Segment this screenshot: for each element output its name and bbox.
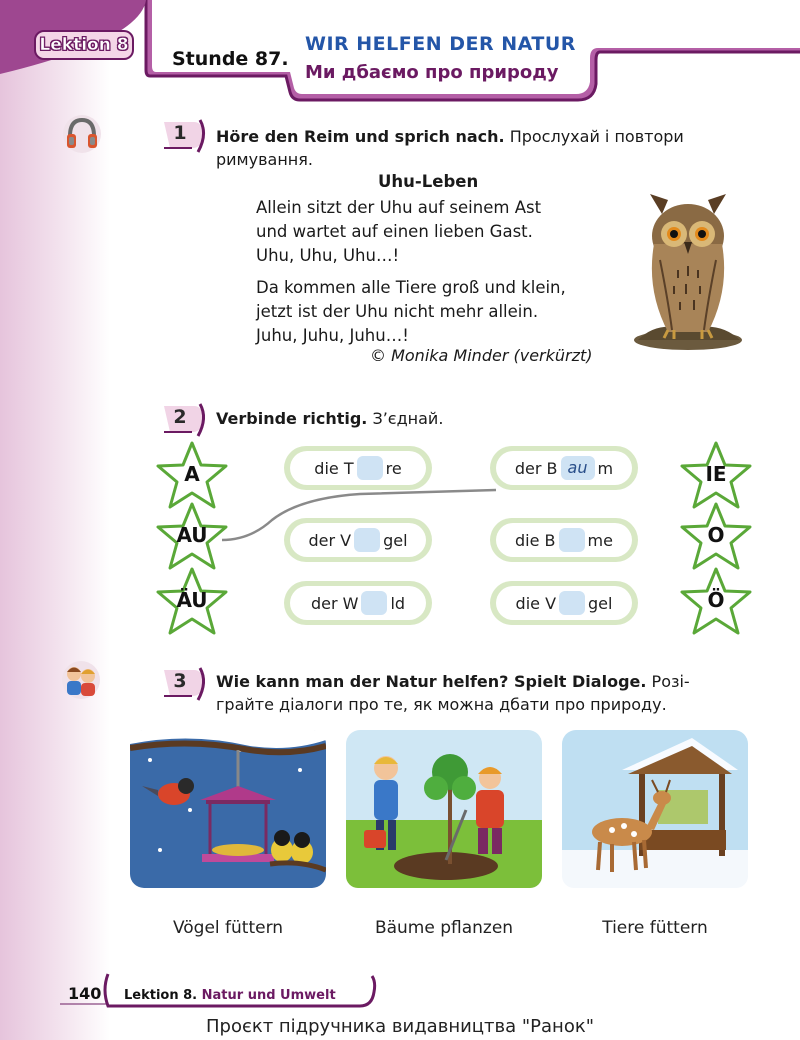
publisher-note: Проєкт підручника видавництва "Ранок" bbox=[205, 1016, 594, 1037]
task-number-3: 3 bbox=[162, 666, 208, 702]
star-letter-a[interactable]: A bbox=[154, 440, 230, 512]
task1-instruction: Höre den Reim und sprich nach. Прослухай і повтори римування. bbox=[216, 127, 684, 169]
task2-instruction: Verbinde richtig. З’єднай. bbox=[216, 409, 444, 428]
star-letter-ie[interactable]: IE bbox=[678, 440, 754, 512]
letter-gap[interactable] bbox=[559, 528, 585, 552]
letter-gap[interactable] bbox=[361, 591, 387, 615]
poem-line: und wartet auf einen lieben Gast. bbox=[256, 222, 533, 241]
poem-credit: © Monika Minder (verkürzt) bbox=[370, 346, 593, 365]
caption-baeume-pflanzen: Bäume pflanzen bbox=[374, 918, 514, 938]
poem-line: Allein sitzt der Uhu auf seinem Ast bbox=[256, 198, 542, 217]
word-pill-der-baum[interactable]: der B au m bbox=[490, 446, 638, 490]
page-title-uk: Ми дбаємо про природу bbox=[305, 62, 559, 83]
word-pill-der-vogel[interactable]: der V gel bbox=[284, 518, 432, 562]
picture-feeding-animals bbox=[562, 730, 748, 888]
caption-voegel-fuettern: Vögel füttern bbox=[172, 918, 284, 938]
task-number-1: 1 bbox=[162, 118, 208, 154]
letter-gap-filled[interactable]: au bbox=[561, 456, 595, 480]
word-pill-die-baeume[interactable]: die B me bbox=[490, 518, 638, 562]
star-letter-au[interactable]: AU bbox=[154, 501, 230, 573]
caption-tiere-fuettern: Tiere füttern bbox=[602, 918, 708, 938]
poem-title: Uhu-Leben bbox=[378, 172, 479, 191]
lesson-tag: Lektion 8 bbox=[34, 30, 134, 60]
page-title-de: WIR HELFEN DER NATUR bbox=[305, 33, 576, 55]
poem-line: Juhu, Juhu, Juhu…! bbox=[256, 326, 409, 345]
task3-instruction: Wie kann man der Natur helfen? Spielt Dialoge. Розі- грайте діалоги про те, як можна дбати про природу. bbox=[216, 672, 690, 714]
word-pill-der-wald[interactable]: der W ld bbox=[284, 581, 432, 625]
footer-lesson: Lektion 8. Natur und Umwelt bbox=[124, 988, 336, 1003]
star-letter-oe[interactable]: Ö bbox=[678, 566, 754, 638]
word-pill-die-voegel[interactable]: die V gel bbox=[490, 581, 638, 625]
star-letter-o[interactable]: O bbox=[678, 501, 754, 573]
picture-planting-trees bbox=[346, 730, 542, 888]
letter-gap[interactable] bbox=[559, 591, 585, 615]
page-number: 140 bbox=[68, 984, 102, 1003]
word-pill-die-tiere[interactable]: die T re bbox=[284, 446, 432, 490]
kids-dialog-icon bbox=[60, 660, 102, 700]
star-letter-aeu[interactable]: ÄU bbox=[154, 566, 230, 638]
letter-gap[interactable] bbox=[354, 528, 380, 552]
poem-line: jetzt ist der Uhu nicht mehr allein. bbox=[256, 302, 539, 321]
task-number-2: 2 bbox=[162, 402, 208, 438]
letter-gap[interactable] bbox=[357, 456, 383, 480]
picture-birds-feeding bbox=[130, 730, 326, 888]
poem-line: Uhu, Uhu, Uhu…! bbox=[256, 246, 400, 265]
poem-line: Da kommen alle Tiere groß und klein, bbox=[256, 278, 566, 297]
lesson-number: Stunde 87. bbox=[172, 48, 289, 70]
